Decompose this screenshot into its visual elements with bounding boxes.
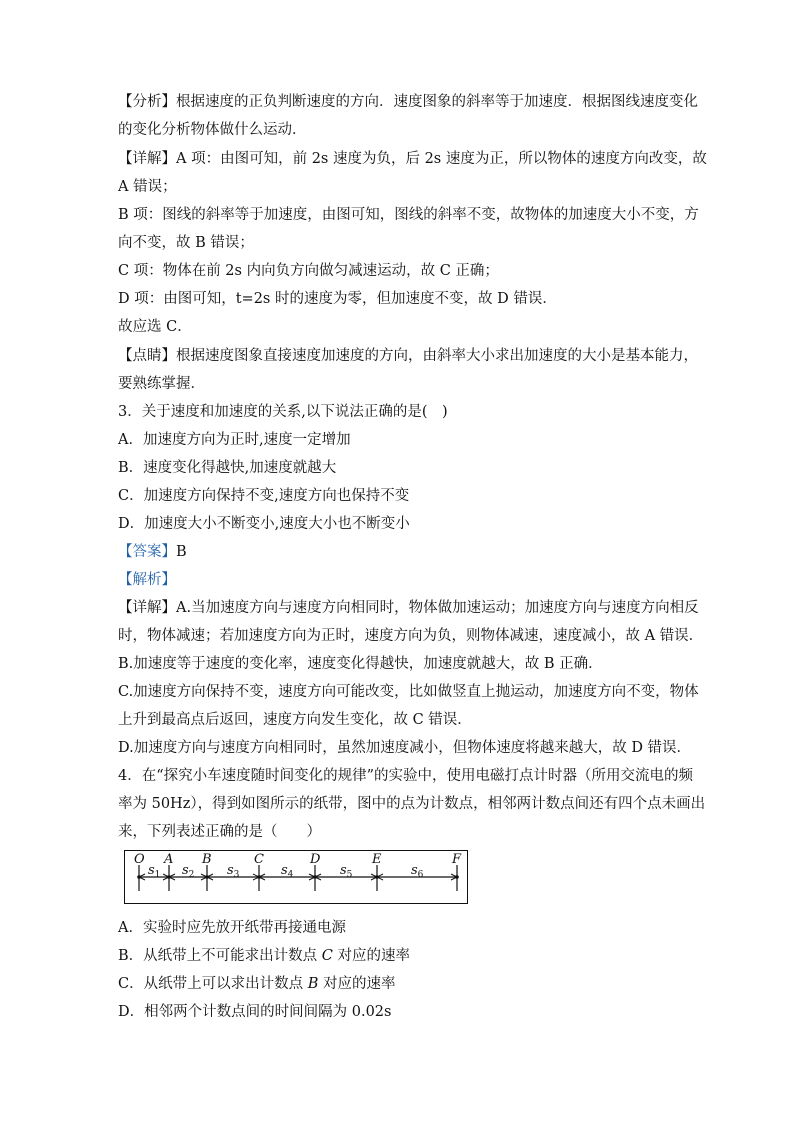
- q3-analysis-tag: 【解析】: [118, 572, 176, 588]
- detail-a-text: A 项：由图可知，前 2s 速度为负，后 2s 速度为正，所以物体的速度方向改变，故: [176, 151, 707, 167]
- analysis-tag: 【分析】: [118, 94, 176, 110]
- answer-tag: 【答案】: [118, 544, 176, 560]
- q3-detail-line-6: D.加速度方向与速度方向相同时，虽然加速度减小，但物体速度将越来越大，故 D 错误．: [118, 740, 692, 756]
- tape-label-B: B: [202, 852, 212, 867]
- q3-option-d: D．加速度大小不断变小,速度大小也不断变小: [118, 516, 410, 532]
- q4-stem-line-2: 率为 50Hz），得到如图所示的纸带，图中的点为计数点，相邻两计数点间还有四个点未画出: [118, 796, 706, 812]
- q3-option-b: B．速度变化得越快,加速度就越大: [118, 460, 337, 476]
- comment-line-1: [118, 346, 698, 366]
- tape-segment-label-4: $s_4$: [281, 863, 294, 880]
- tape-segment-subscript-3: 3: [233, 870, 240, 880]
- q3-detail-line-1: 【详解】A.当加速度方向与速度方向相同时，物体做加速运动；加速度方向与速度方向相反: [118, 600, 699, 616]
- q4-option-a: A．实验时应先放开纸带再接通电源: [118, 920, 346, 936]
- detail-a-line-2: A 错误；: [118, 179, 177, 195]
- q4-option-b: B．从纸带上不可能求出计数点 C 对应的速率: [118, 948, 410, 964]
- tape-segment-subscript-1: 1: [154, 870, 161, 880]
- detail-a-line-1: [118, 149, 707, 169]
- q3-detail-line-3: B.加速度等于速度的变化率，速度变化得越快，加速度就越大，故 B 正确．: [118, 656, 603, 672]
- tape-label-A: A: [164, 852, 174, 867]
- comment-tag: 【点睛】: [118, 348, 176, 364]
- q4-stem-line-3: 来，下列表述正确的是（ ）: [118, 824, 321, 840]
- comment-line-2: 要熟练掌握．: [118, 376, 205, 392]
- detail-c-line: C 项：物体在前 2s 内向负方向做匀减速运动，故 C 正确；: [118, 263, 499, 279]
- q3-detail-line-5: 上升到最高点后返回，速度方向发生变化，故 C 错误．: [118, 712, 472, 728]
- tape-label-O: O: [134, 852, 145, 867]
- detail-d-line: D 项：由图可知，t=2s 时的速度为零，但加速度不变，故 D 错误．: [118, 291, 557, 307]
- q4-option-c: C．从纸带上可以求出计数点 B 对应的速率: [118, 976, 396, 992]
- q3-option-a: A．加速度方向为正时,速度一定增加: [118, 432, 351, 448]
- paper-tape-figure: [124, 850, 468, 904]
- q3-stem: 3．关于速度和加速度的关系,以下说法正确的是( ): [118, 404, 448, 420]
- tape-segment-subscript-4: 4: [287, 870, 294, 880]
- q3-answer: [118, 542, 678, 562]
- q3-detail-tag: 【详解】: [118, 600, 176, 616]
- answer-value: B: [176, 544, 187, 560]
- analysis-line-1: [118, 92, 698, 112]
- detail-tag: 【详解】: [118, 151, 176, 167]
- paper-tape-diagram: [125, 851, 466, 902]
- q3-detail-line-2: 时，物体减速；若加速度方向为正时，速度方向为负，则物体减速，速度减小，故 A 错误．: [118, 628, 704, 644]
- analysis-line-2: 的变化分析物体做什么运动．: [118, 122, 307, 138]
- detail-b-line-1: B 项：图线的斜率等于加速度，由图可知，图线的斜率不变，故物体的加速度大小不变，方: [118, 207, 699, 223]
- q4-stem-line-1: 4．在“探究小车速度随时间变化的规律”的实验中，使用电磁打点计时器（所用交流电的频: [118, 768, 694, 784]
- detail-b-line-2: 向不变，故 B 错误；: [118, 235, 254, 251]
- tape-segment-subscript-2: 2: [188, 870, 195, 880]
- analysis-text: 根据速度的正负判断速度的方向．速度图象的斜率等于加速度．根据图线速度变化: [176, 94, 698, 110]
- tape-label-F: F: [452, 852, 462, 867]
- tape-label-D: D: [310, 852, 321, 867]
- tape-segment-subscript-5: 5: [346, 870, 353, 880]
- tape-label-E: E: [372, 852, 382, 867]
- tape-segment-label-2: $s_2$: [182, 863, 195, 880]
- q3-option-c: C．加速度方向保持不变,速度方向也保持不变: [118, 488, 410, 504]
- tape-segment-label-5: $s_5$: [340, 863, 353, 880]
- comment-text: 根据速度图象直接速度加速度的方向，由斜率大小求出加速度的大小是基本能力，: [176, 348, 698, 364]
- tape-segment-subscript-6: 6: [417, 870, 424, 880]
- tape-segment-label-3: $s_3$: [227, 863, 240, 880]
- q3-detail-line-4: C.加速度方向保持不变，速度方向可能改变，比如做竖直上抛运动，加速度方向不变，物体: [118, 684, 699, 700]
- detail-conclusion: 故应选 C．: [118, 319, 192, 335]
- q4-option-d: D．相邻两个计数点间的时间间隔为 0.02s: [118, 1004, 392, 1020]
- tape-segment-label-6: $s_6$: [411, 863, 424, 880]
- tape-segment-label-1: $s_1$: [148, 863, 161, 880]
- tape-label-C: C: [254, 852, 264, 867]
